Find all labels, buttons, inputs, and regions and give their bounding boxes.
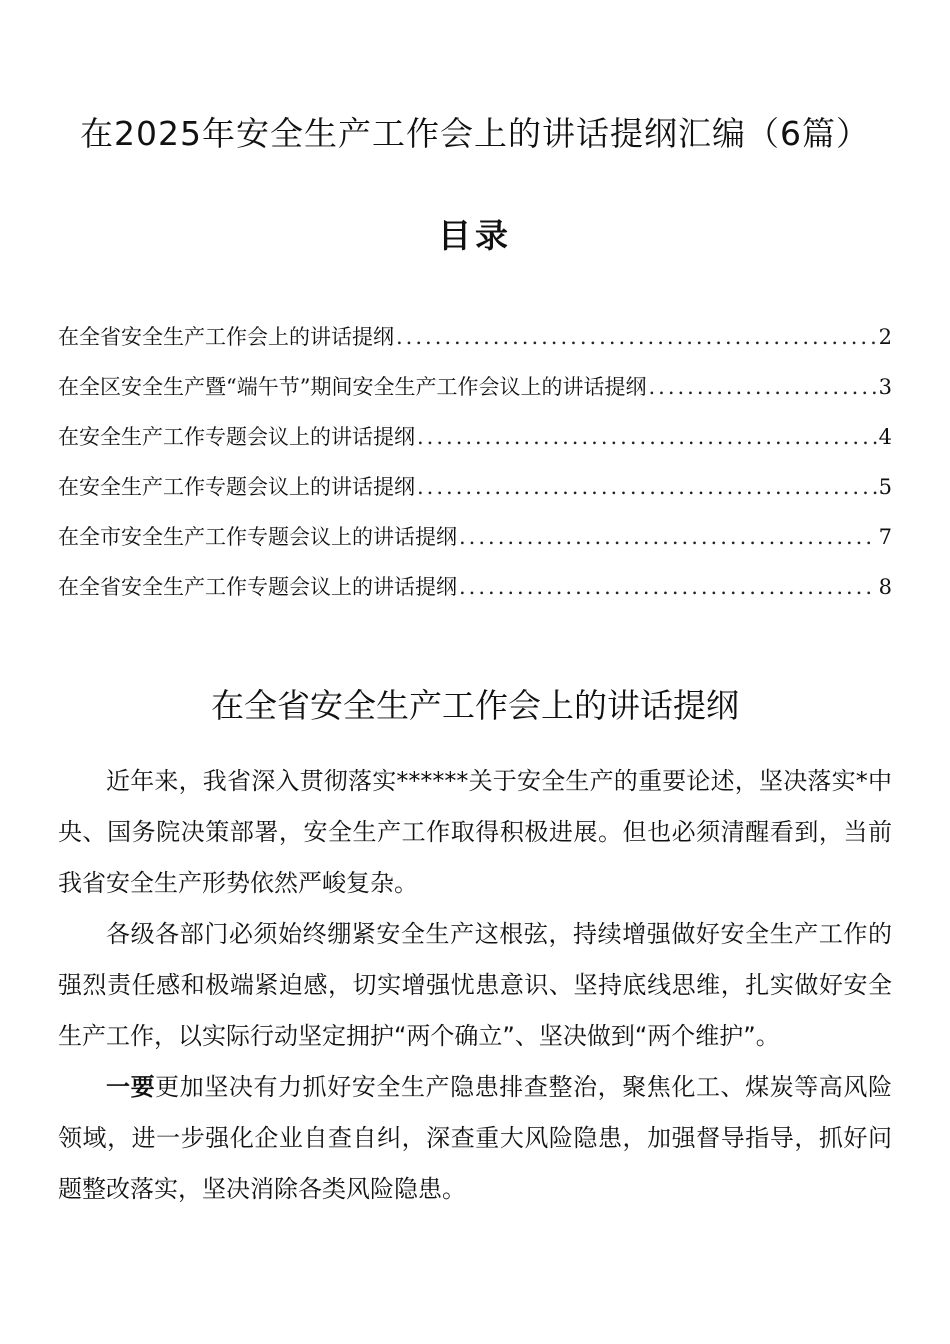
toc-entry[interactable] — [58, 512, 892, 562]
body-paragraph: 近年来，我省深入贯彻落实******关于安全生产的重要论述，坚决落实*中央、国务院决策部署，安全生产工作取得积极进展。但也必须清醒看到，当前我省安全生产形势依然严峻复杂。 — [58, 767, 892, 897]
toc-leader-dots — [417, 412, 877, 462]
paragraph-lead: 一要 — [106, 1073, 156, 1101]
toc-entry-page: 4 — [878, 425, 892, 449]
section-body — [58, 756, 892, 1215]
toc-leader-dots — [396, 312, 877, 362]
toc-leader-dots — [459, 512, 877, 562]
toc-entry-title: 在安全生产工作专题会议上的讲话提纲 — [58, 475, 415, 499]
toc-entry[interactable] — [58, 462, 892, 512]
toc-entry-title: 在全省安全生产工作会上的讲话提纲 — [58, 325, 394, 349]
body-paragraph — [58, 1062, 892, 1215]
table-of-contents — [58, 312, 892, 612]
toc-entry[interactable] — [58, 412, 892, 462]
section-title: 在全省安全生产工作会上的讲话提纲 — [211, 686, 739, 725]
toc-heading: 目录 — [438, 216, 512, 255]
body-paragraph: 各级各部门必须始终绷紧安全生产这根弦，持续增强做好安全生产工作的强烈责任感和极端紧迫感，切实增强忧患意识、坚持底线思维，扎实做好安全生产工作，以实际行动坚定拥护“两个确立”、坚决做到“两个维护”。 — [58, 920, 892, 1050]
toc-entry-page: 8 — [878, 575, 892, 599]
toc-entry-title: 在全市安全生产工作专题会议上的讲话提纲 — [58, 525, 457, 549]
toc-entry[interactable] — [58, 562, 892, 612]
toc-entry[interactable] — [58, 362, 892, 412]
toc-entry-title: 在全区安全生产暨“端午节”期间安全生产工作会议上的讲话提纲 — [58, 375, 647, 399]
toc-leader-dots — [648, 362, 876, 412]
toc-entry-page: 7 — [878, 525, 892, 549]
toc-leader-dots — [417, 462, 877, 512]
toc-entry-title: 在全省安全生产工作专题会议上的讲话提纲 — [58, 575, 457, 599]
toc-entry-title: 在安全生产工作专题会议上的讲话提纲 — [58, 425, 415, 449]
toc-entry-page: 5 — [878, 475, 892, 499]
toc-entry[interactable] — [58, 312, 892, 362]
paragraph-text: 更加坚决有力抓好安全生产隐患排查整治，聚焦化工、煤炭等高风险领域，进一步强化企业自查自纠，深查重大风险隐患，加强督导指导，抓好问题整改落实，坚决消除各类风险隐患。 — [58, 1073, 893, 1203]
toc-entry-page: 2 — [878, 325, 892, 349]
document-title: 在2025年安全生产工作会上的讲话提纲汇编（6篇） — [80, 114, 870, 153]
toc-leader-dots — [459, 562, 877, 612]
toc-entry-page: 3 — [878, 375, 892, 399]
